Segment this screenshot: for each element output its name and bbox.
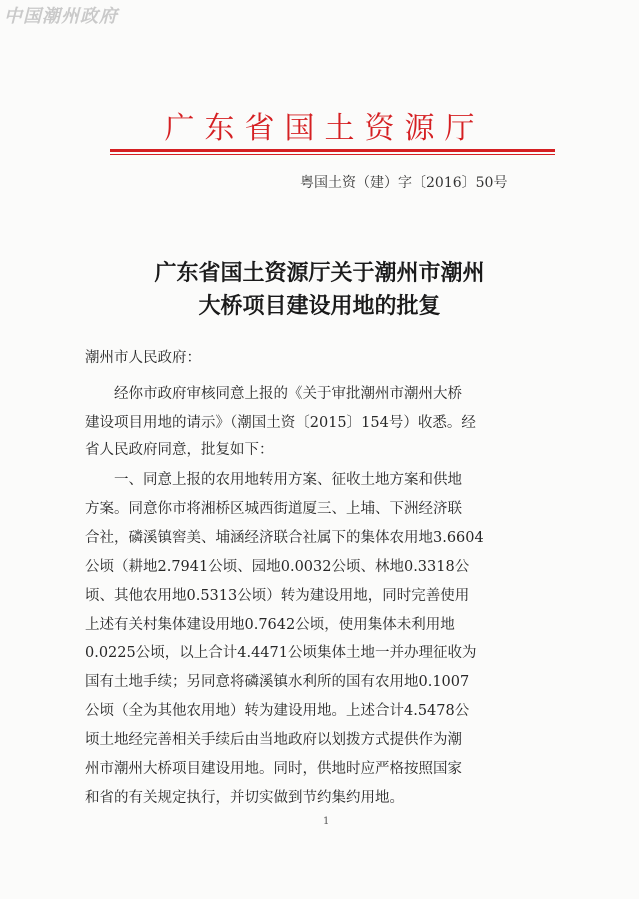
body-line: 顷、其他农用地0.5313公顷）转为建设用地，同时完善使用 <box>85 588 470 604</box>
document-title-line-1: 广东省国土资源厅关于潮州市潮州 <box>154 261 485 286</box>
header-rule-thick <box>110 149 555 152</box>
body-line: 合社，磷溪镇窖美、埔涵经济联合社属下的集体农用地3.6604 <box>85 530 484 546</box>
body-line: 方案。同意你市将湘桥区城西街道厦三、上埔、下洲经济联 <box>85 501 462 517</box>
body-line: 潮州市人民政府： <box>85 350 201 366</box>
body-line: 省人民政府同意，批复如下： <box>85 442 274 458</box>
body-line: 国有土地手续；另同意将磷溪镇水利所的国有农用地0.1007 <box>85 674 470 690</box>
body-line: 0.0225公顷，以上合计4.4471公顷集体土地一并办理征收为 <box>85 645 477 661</box>
body-line: 上述有关村集体建设用地0.7642公顷，使用集体未利用地 <box>85 617 455 633</box>
body-line: 经你市政府审核同意上报的《关于审批潮州市潮州大桥 <box>85 386 462 402</box>
header-rule-thin <box>110 154 555 155</box>
body-line: 公顷（耕地2.7941公顷、园地0.0032公顷、林地0.3318公 <box>85 559 470 575</box>
watermark-logo: 中国潮州政府 <box>4 6 118 27</box>
body-line: 公顷（全为其他农用地）转为建设用地。上述合计4.5478公 <box>85 703 470 719</box>
page-number: 1 <box>323 816 330 827</box>
body-line: 顷土地经完善相关手续后由当地政府以划拨方式提供作为潮 <box>85 732 462 748</box>
document-number: 粤国土资（建）字〔2016〕50号 <box>300 175 508 191</box>
body-line: 建设项目用地的请示》（潮国土资〔2015〕154号）收悉。经 <box>85 415 476 431</box>
issuer-header: 广东省国土资源厅 <box>164 111 485 146</box>
body-line: 和省的有关规定执行，并切实做到节约集约用地。 <box>85 790 404 806</box>
document-title-line-2: 大桥项目建设用地的批复 <box>198 294 441 319</box>
body-line: 州市潮州大桥项目建设用地。同时，供地时应严格按照国家 <box>85 761 462 777</box>
body-line: 一、同意上报的农用地转用方案、征收土地方案和供地 <box>85 472 462 488</box>
